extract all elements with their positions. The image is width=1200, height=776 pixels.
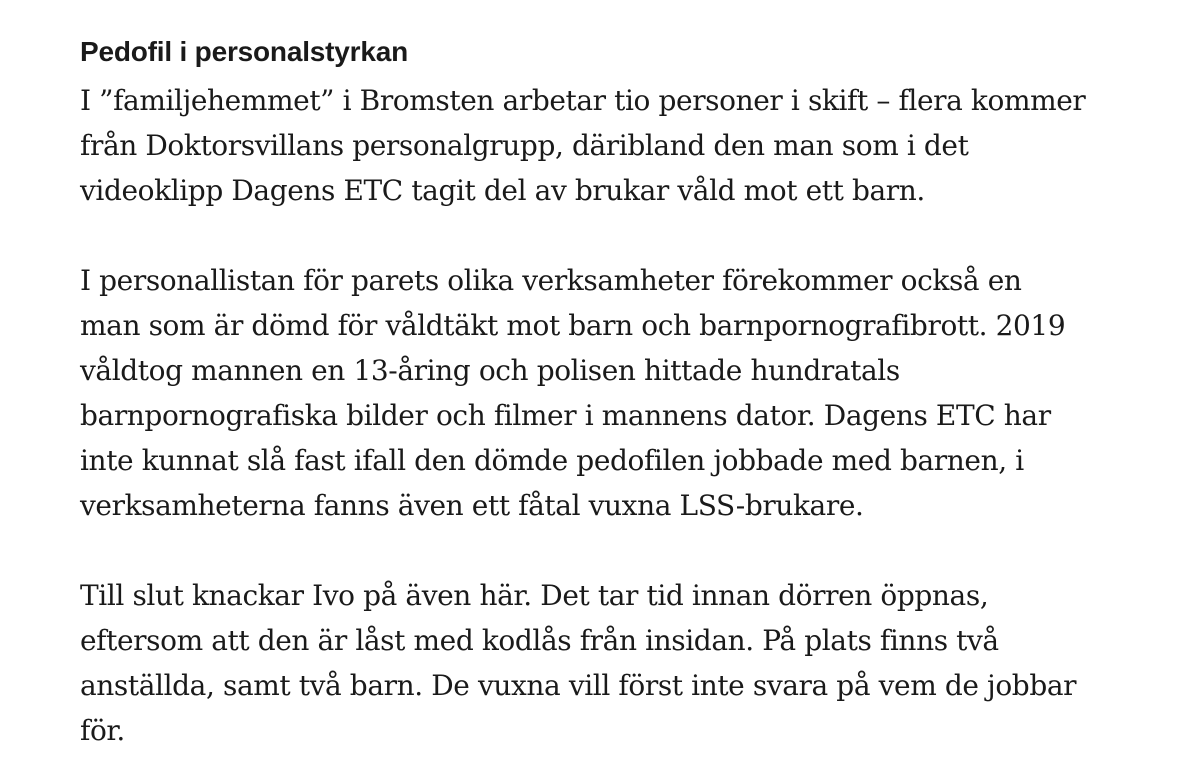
paragraph-3: Till slut knackar Ivo på även här. Det tar tid innan dörren öppnas, eftersom att den är låst med kodlås från insidan. På plats finns två anställda, samt två barn. De vuxna vill först inte svara på vem de jobbar för. [80, 579, 1077, 747]
paragraph-1: I ”familjehemmet” i Bromsten arbetar tio personer i skift – flera kommer från Doktorsvillans personalgrupp, däribland den man som i det videoklipp Dagens ETC tagit del av brukar våld mot ett barn. [80, 84, 1086, 207]
paragraph-2: I personallistan för parets olika verksamheter förekommer också en man som är dömd för våldtäkt mot barn och barnpornografibrott. 2019 våldtog mannen en 13-åring och polisen hittade hundratals barnpornografiska bilder och filmer i mannens dator. Dagens ETC har inte kunnat slå fast ifall den dömde pedofilen jobbade med barnen, i verksamheterna fanns även ett fåtal vuxna LSS-brukare. [80, 264, 1066, 522]
article-body [80, 30, 1140, 753]
section-heading: Pedofil i personalstyrkan [80, 36, 408, 67]
